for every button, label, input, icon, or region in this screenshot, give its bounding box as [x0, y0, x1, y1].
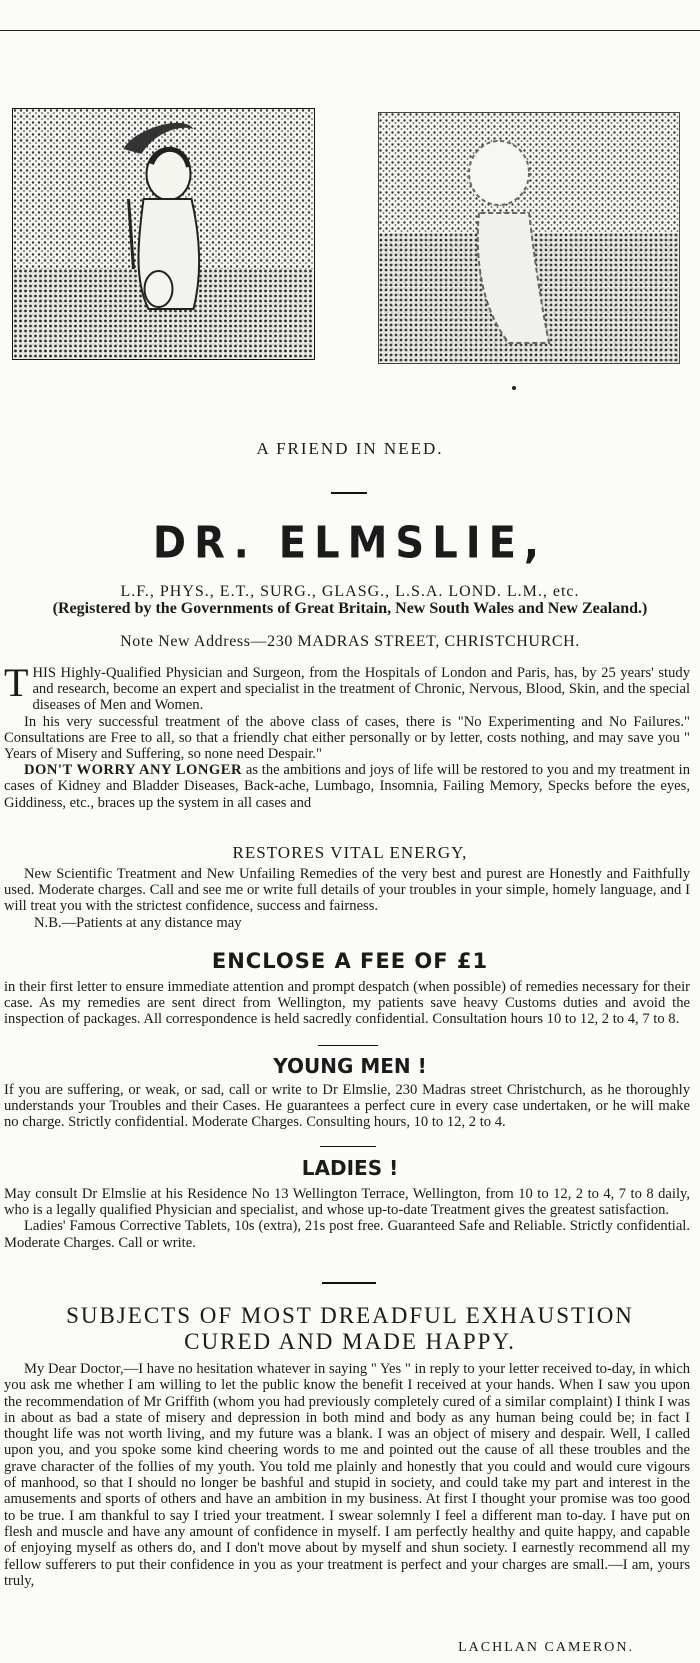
young-men-paragraph: If you are suffering, or weak, or sad, call or write to Dr Elmslie, 230 Madras street Christchurch, as he thoroughly understands your Troubles and their Cases. He guarantees a perfect cure in every case undertaken, or he will make no charge. Strictly confidential. Moderate Charges. Consulting hours, 10 to 12, 2 to 4. [4, 1082, 690, 1131]
testimonial-letter [4, 1361, 690, 1589]
ladies-paragraph-2: Ladies' Famous Corrective Tablets, 10s (extra), 21s post free. Guaranteed Safe and Reliable. Strictly confidential. Moderate Charges. Call or write. [4, 1218, 690, 1251]
intro-paragraph-2: In his very successful treatment of the above class of cases, there is "No Experimenting and No Failures." Consultations are Free to all, so that a friendly chat either personally or by letter, costs nothing, and may save you " Years of Misery and Suffering, so none need Despair." [4, 713, 690, 763]
illustration-right [378, 112, 680, 364]
registration-note: (Registered by the Governments of Great Britain, New South Wales and New Zealand.) [52, 600, 648, 617]
credentials: L.F., PHYS., E.T., SURG., GLASG., L.S.A. LOND. L.M., etc. [120, 583, 580, 600]
ladies-section [4, 1186, 690, 1251]
vital-paragraph: New Scientific Treatment and New Unfailing Remedies of the very best and purest are Honestly and Faithfully used. Moderate charges. Call and see me or write full details of your troubles in your simple, homely language, and I will treat you with the strictest confidence, success and fairness. [4, 866, 690, 915]
intro-paragraph-3: as the ambitions and joys of life will be restored to you and my treatment in cases of Kidney and Bladder Diseases, Back-ache, Lumbago, Insomnia, Failing Memory, Specks before the eyes, Giddiness, etc., braces up the system in all cases and [4, 762, 690, 811]
testimonial-heading-line-2: CURED AND MADE HAPPY. [184, 1329, 516, 1354]
doctor-name: DR. ELMSLIE, [152, 517, 548, 569]
divider [320, 1146, 376, 1147]
signature: LACHLAN CAMERON. [458, 1640, 634, 1655]
top-rule [0, 30, 700, 31]
ladies-paragraph-1: May consult Dr Elmslie at his Residence No 13 Wellington Terrace, Wellington, from 10 to 12, 2 to 4, 7 to 8 daily, who is a legally qualified Physician and specialist, and whose up-to-date Treatment gives the greatest satisfaction. [4, 1186, 690, 1219]
fee-heading: ENCLOSE A FEE OF £1 [211, 949, 489, 973]
letter-text: My Dear Doctor,—I have no hesitation whatever in saying " Yes " in reply to your letter received to-day, in which you ask me whether I am willing to let the public know the benefit I received at your hands. When I saw you upon the recommendation of Mr Griffith (whom you had previously completely cured of a similar complaint) I think I was in about as bad a state of misery and depression in both mind and body as any human being could be; in fact I thought life was not worth living, and my future was a blank. I was an object of misery and despair. Well, I called upon you, and you spoke some kind cheering words to me and pointed out the cause of all these troubles and the grave character of the follies of my youth. You told me plainly and honestly that you could and would cure vigours of manhood, so that I should no longer be bashful and stupid in society, and could take my part and interest in the amusements and sports of others and have an ambition in my business. At first I thought your promise was too good to be true. I am thankful to say I tried your treatment. I swear solemnly I feel a different man to-day. I have put on flesh and muscle and have any amount of confidence in myself. I am perfectly healthy and quite happy, and capable of enjoying myself as others do, and I don't move about by myself and shun society. I earnestly recommend all my fellow sufferers to put their confidence in you as your treatment is perfect and your charges are small.—I am, yours truly, [4, 1361, 690, 1589]
intro-paragraph-1: HIS Highly-Qualified Physician and Surgeon, from the Hospitals of London and Paris, has, by 25 years' study and research, become an expert and specialist in the treatment of Chronic, Nervous, Blood, Skin, and the special diseases of Men and Women. [32, 665, 690, 714]
vital-section [4, 866, 690, 931]
address: Note New Address—230 MADRAS STREET, CHRISTCHURCH. [120, 633, 580, 650]
dont-worry-lead: DON'T WORRY ANY LONGER [24, 762, 243, 779]
fee-paragraph: in their first letter to ensure immediate attention and prompt despatch (when possible) of remedies necessary for their case. As my remedies are sent direct from Wellington, my patients save heavy Customs duties and avoid the inspection of packages. All correspondence is held sacredly confidential. Consultation hours 10 to 12, 2 to 4, 7 to 8. [4, 979, 690, 1028]
nb-line: N.B.—Patients at any distance may [34, 914, 242, 931]
engraving-woman-image [13, 109, 314, 359]
young-men-heading: YOUNG MEN ! [273, 1054, 427, 1078]
drop-cap: T [4, 660, 29, 705]
intro-section [4, 660, 690, 811]
divider [322, 1282, 376, 1284]
divider [318, 1045, 378, 1046]
illustration-left [12, 108, 315, 360]
testimonial-heading [0, 1303, 700, 1355]
page-title: A FRIEND IN NEED. [256, 439, 444, 458]
dot-mark [512, 386, 516, 390]
engraving-figure-image [379, 113, 679, 363]
ladies-heading: LADIES ! [301, 1156, 399, 1180]
divider [331, 492, 367, 494]
restores-heading: RESTORES VITAL ENERGY, [232, 843, 468, 862]
testimonial-heading-line-1: SUBJECTS OF MOST DREADFUL EXHAUSTION [66, 1303, 634, 1328]
